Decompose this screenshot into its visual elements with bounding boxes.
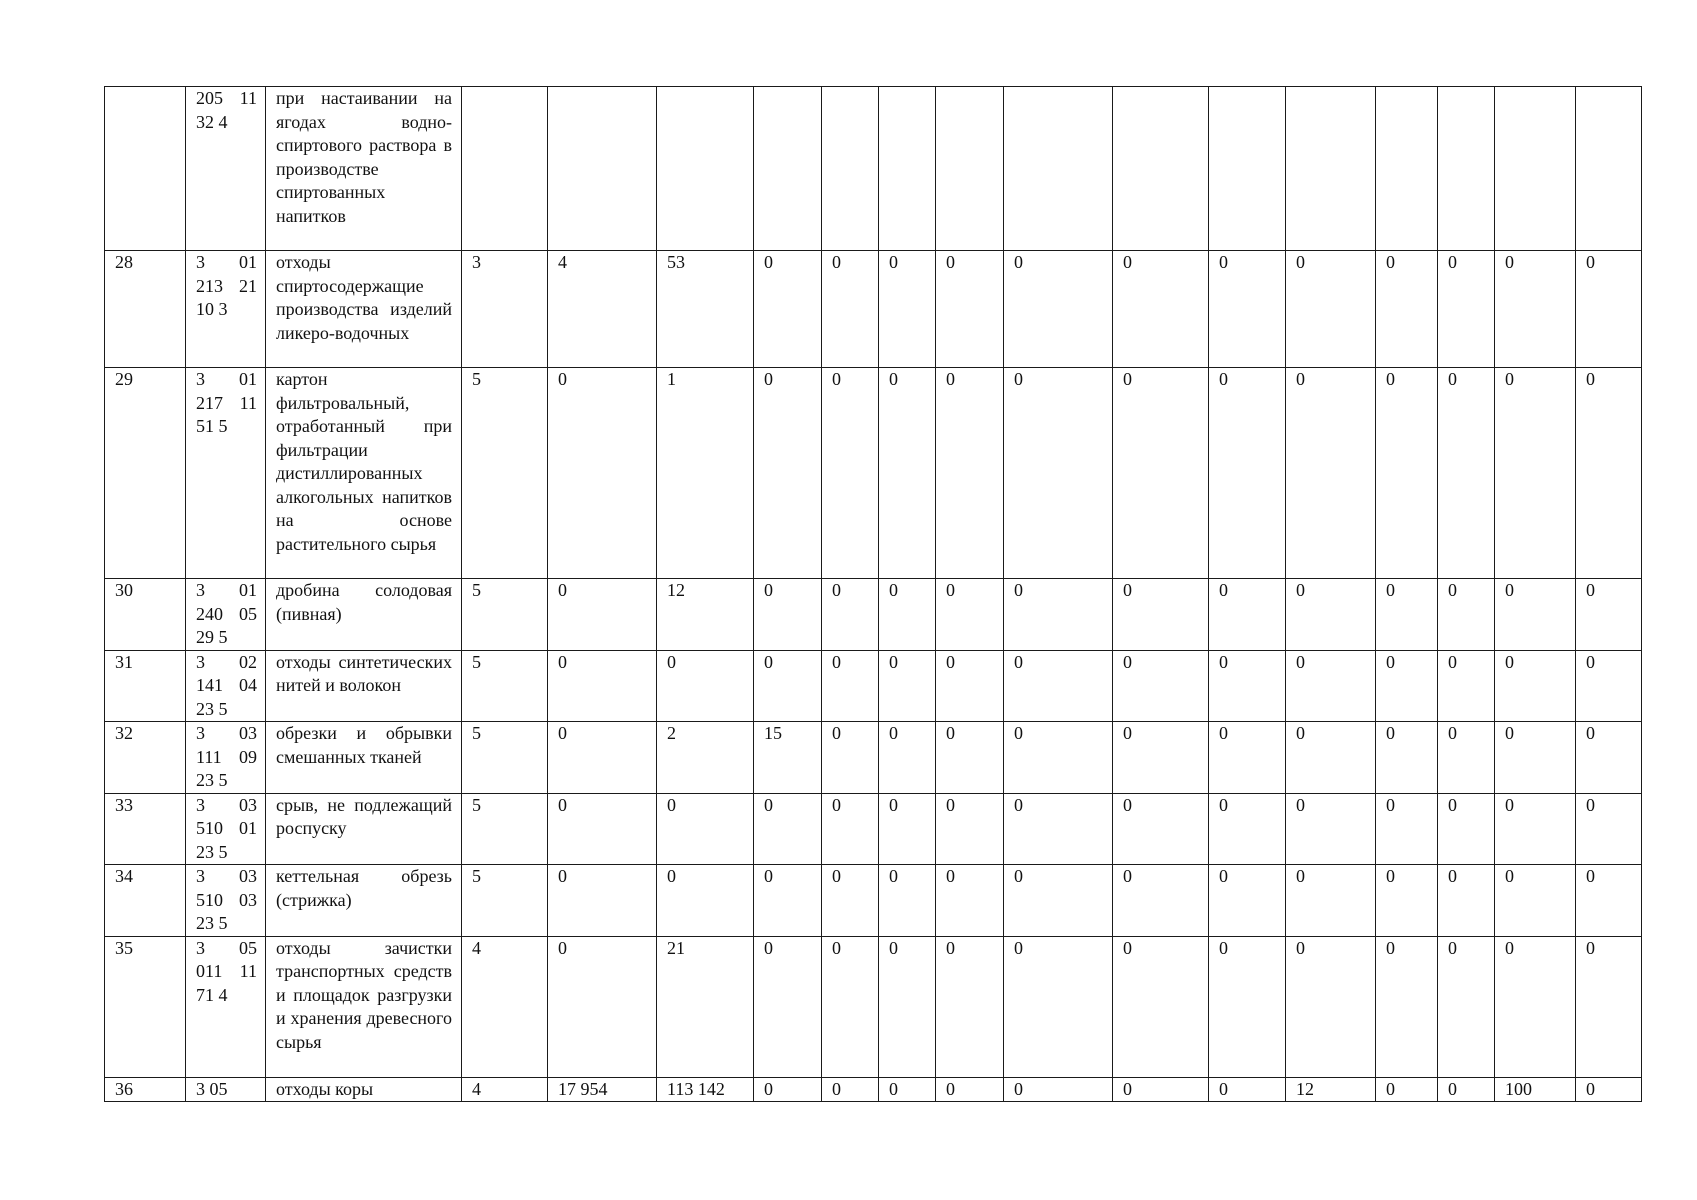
value-cell: 0 xyxy=(822,368,879,579)
value-cell: 0 xyxy=(1286,865,1376,937)
table-row xyxy=(105,251,1642,368)
value-cell: 0 xyxy=(1376,865,1438,937)
value-cell: 0 xyxy=(936,793,1004,865)
row-number-cell: 33 xyxy=(105,793,186,865)
table-row xyxy=(105,368,1642,579)
value-cell: 0 xyxy=(754,650,822,722)
value-cell: 0 xyxy=(1576,368,1642,579)
row-number-cell: 34 xyxy=(105,865,186,937)
value-cell: 0 xyxy=(822,722,879,794)
value-cell: 0 xyxy=(657,793,754,865)
value-cell: 0 xyxy=(1376,251,1438,368)
value-cell xyxy=(1113,87,1209,251)
value-cell: 0 xyxy=(657,650,754,722)
value-cell: 0 xyxy=(879,579,936,651)
value-cell xyxy=(1495,87,1576,251)
value-cell: 0 xyxy=(1209,865,1286,937)
value-cell: 5 xyxy=(462,650,548,722)
value-cell: 0 xyxy=(1376,722,1438,794)
waste-name-cell: при настаивании на ягодах водно-спиртового раствора в производстве спиртованных напитков xyxy=(266,87,462,251)
value-cell xyxy=(754,87,822,251)
value-cell: 4 xyxy=(462,936,548,1077)
value-cell: 0 xyxy=(1495,650,1576,722)
value-cell: 0 xyxy=(936,865,1004,937)
value-cell: 0 xyxy=(1113,793,1209,865)
value-cell xyxy=(879,87,936,251)
value-cell: 100 xyxy=(1495,1077,1576,1102)
value-cell: 53 xyxy=(657,251,754,368)
table-row xyxy=(105,1077,1642,1102)
value-cell: 0 xyxy=(1576,579,1642,651)
value-cell: 0 xyxy=(754,865,822,937)
value-cell: 0 xyxy=(1004,1077,1113,1102)
value-cell: 113 142 xyxy=(657,1077,754,1102)
value-cell: 3 xyxy=(462,251,548,368)
value-cell: 0 xyxy=(1438,579,1495,651)
value-cell: 0 xyxy=(1438,793,1495,865)
table-row xyxy=(105,579,1642,651)
value-cell: 0 xyxy=(936,1077,1004,1102)
waste-name-cell: кеттельная обрезь (стрижка) xyxy=(266,865,462,937)
value-cell: 0 xyxy=(1004,368,1113,579)
value-cell xyxy=(462,87,548,251)
value-cell: 0 xyxy=(1286,579,1376,651)
waste-name-cell: дробина солодовая (пивная) xyxy=(266,579,462,651)
row-number-cell: 35 xyxy=(105,936,186,1077)
value-cell: 0 xyxy=(1438,1077,1495,1102)
value-cell: 0 xyxy=(1004,579,1113,651)
value-cell: 0 xyxy=(879,1077,936,1102)
value-cell: 12 xyxy=(657,579,754,651)
waste-code-cell: 3 05 011 11 71 4 xyxy=(186,936,266,1077)
value-cell: 0 xyxy=(1004,251,1113,368)
value-cell xyxy=(822,87,879,251)
waste-code-cell: 3 03 111 09 23 5 xyxy=(186,722,266,794)
value-cell: 0 xyxy=(1209,579,1286,651)
value-cell: 5 xyxy=(462,722,548,794)
value-cell: 0 xyxy=(1209,936,1286,1077)
value-cell: 0 xyxy=(1576,722,1642,794)
value-cell: 17 954 xyxy=(548,1077,657,1102)
value-cell: 0 xyxy=(1113,251,1209,368)
waste-name-cell: обрезки и обрывки смешанных тканей xyxy=(266,722,462,794)
waste-name-cell: отходы спиртосодержащие производства изделий ликеро-водочных xyxy=(266,251,462,368)
value-cell: 0 xyxy=(1438,865,1495,937)
value-cell: 0 xyxy=(754,251,822,368)
table-row xyxy=(105,793,1642,865)
waste-code-cell: 3 01 217 11 51 5 xyxy=(186,368,266,579)
value-cell: 0 xyxy=(879,722,936,794)
value-cell: 0 xyxy=(1113,368,1209,579)
value-cell: 0 xyxy=(1495,368,1576,579)
value-cell: 0 xyxy=(1209,650,1286,722)
value-cell: 0 xyxy=(1495,251,1576,368)
value-cell: 0 xyxy=(1376,650,1438,722)
table-body xyxy=(105,87,1642,1102)
value-cell: 0 xyxy=(1495,793,1576,865)
value-cell: 0 xyxy=(822,1077,879,1102)
value-cell: 0 xyxy=(936,650,1004,722)
value-cell: 0 xyxy=(754,368,822,579)
value-cell: 0 xyxy=(1576,793,1642,865)
value-cell: 0 xyxy=(1286,251,1376,368)
value-cell: 0 xyxy=(1495,936,1576,1077)
value-cell: 0 xyxy=(936,722,1004,794)
value-cell: 0 xyxy=(548,936,657,1077)
value-cell: 0 xyxy=(822,579,879,651)
value-cell: 0 xyxy=(1438,722,1495,794)
value-cell: 0 xyxy=(936,936,1004,1077)
value-cell: 0 xyxy=(1495,722,1576,794)
waste-name-cell: картон фильтровальный, отработанный при фильтрации дистиллированных алкогольных напитков на основе растительного сырья xyxy=(266,368,462,579)
value-cell: 0 xyxy=(1376,579,1438,651)
value-cell: 0 xyxy=(754,793,822,865)
row-number-cell: 32 xyxy=(105,722,186,794)
value-cell: 4 xyxy=(462,1077,548,1102)
value-cell: 0 xyxy=(879,793,936,865)
waste-code-cell: 205 11 32 4 xyxy=(186,87,266,251)
value-cell: 0 xyxy=(1004,793,1113,865)
value-cell xyxy=(657,87,754,251)
value-cell: 0 xyxy=(1576,251,1642,368)
row-number-cell xyxy=(105,87,186,251)
row-number-cell: 31 xyxy=(105,650,186,722)
value-cell xyxy=(1438,87,1495,251)
table-row xyxy=(105,87,1642,251)
waste-name-cell: отходы коры xyxy=(266,1077,462,1102)
value-cell: 0 xyxy=(1209,793,1286,865)
value-cell: 0 xyxy=(1376,1077,1438,1102)
value-cell: 0 xyxy=(1376,368,1438,579)
value-cell: 0 xyxy=(754,579,822,651)
value-cell: 0 xyxy=(1004,650,1113,722)
value-cell: 15 xyxy=(754,722,822,794)
value-cell: 5 xyxy=(462,865,548,937)
value-cell: 0 xyxy=(1113,865,1209,937)
table-row xyxy=(105,936,1642,1077)
waste-code-cell: 3 01 213 21 10 3 xyxy=(186,251,266,368)
value-cell: 0 xyxy=(1376,936,1438,1077)
value-cell: 21 xyxy=(657,936,754,1077)
value-cell: 0 xyxy=(754,1077,822,1102)
value-cell xyxy=(548,87,657,251)
value-cell: 0 xyxy=(1004,865,1113,937)
value-cell: 0 xyxy=(548,793,657,865)
value-cell xyxy=(1004,87,1113,251)
waste-code-cell: 3 03 510 03 23 5 xyxy=(186,865,266,937)
value-cell: 0 xyxy=(936,579,1004,651)
value-cell: 0 xyxy=(1004,722,1113,794)
value-cell: 0 xyxy=(1209,722,1286,794)
value-cell: 0 xyxy=(1209,251,1286,368)
value-cell: 0 xyxy=(1209,1077,1286,1102)
value-cell: 0 xyxy=(548,579,657,651)
value-cell: 0 xyxy=(1438,650,1495,722)
value-cell: 0 xyxy=(879,936,936,1077)
value-cell: 0 xyxy=(1576,936,1642,1077)
value-cell: 0 xyxy=(1576,865,1642,937)
value-cell xyxy=(1576,87,1642,251)
value-cell: 0 xyxy=(1495,579,1576,651)
value-cell: 0 xyxy=(1209,368,1286,579)
value-cell: 0 xyxy=(1286,368,1376,579)
value-cell: 0 xyxy=(1576,1077,1642,1102)
value-cell: 0 xyxy=(822,865,879,937)
waste-code-cell: 3 05 xyxy=(186,1077,266,1102)
value-cell: 0 xyxy=(879,251,936,368)
value-cell: 0 xyxy=(1286,936,1376,1077)
value-cell: 0 xyxy=(1113,1077,1209,1102)
value-cell: 5 xyxy=(462,793,548,865)
value-cell: 0 xyxy=(1286,650,1376,722)
value-cell: 5 xyxy=(462,368,548,579)
waste-table xyxy=(104,86,1642,1102)
row-number-cell: 30 xyxy=(105,579,186,651)
value-cell: 0 xyxy=(1004,936,1113,1077)
value-cell xyxy=(1376,87,1438,251)
value-cell: 0 xyxy=(754,936,822,1077)
waste-name-cell: отходы синтетических нитей и волокон xyxy=(266,650,462,722)
value-cell: 2 xyxy=(657,722,754,794)
table-row xyxy=(105,722,1642,794)
value-cell: 0 xyxy=(1113,936,1209,1077)
value-cell: 0 xyxy=(822,793,879,865)
value-cell: 0 xyxy=(548,650,657,722)
row-number-cell: 36 xyxy=(105,1077,186,1102)
value-cell: 0 xyxy=(1113,650,1209,722)
value-cell: 4 xyxy=(548,251,657,368)
table-row xyxy=(105,650,1642,722)
value-cell: 0 xyxy=(879,865,936,937)
value-cell: 0 xyxy=(822,251,879,368)
value-cell: 5 xyxy=(462,579,548,651)
value-cell: 0 xyxy=(548,368,657,579)
waste-name-cell: отходы зачистки транспортных средств и площадок разгрузки и хранения древесного сырья xyxy=(266,936,462,1077)
row-number-cell: 28 xyxy=(105,251,186,368)
value-cell: 12 xyxy=(1286,1077,1376,1102)
value-cell: 0 xyxy=(879,650,936,722)
value-cell: 0 xyxy=(936,368,1004,579)
value-cell: 0 xyxy=(1113,579,1209,651)
value-cell: 0 xyxy=(1438,368,1495,579)
value-cell xyxy=(1209,87,1286,251)
value-cell: 0 xyxy=(822,936,879,1077)
row-number-cell: 29 xyxy=(105,368,186,579)
value-cell xyxy=(936,87,1004,251)
value-cell: 0 xyxy=(548,865,657,937)
value-cell: 0 xyxy=(879,368,936,579)
value-cell: 0 xyxy=(1438,936,1495,1077)
waste-name-cell: срыв, не подлежащий роспуску xyxy=(266,793,462,865)
value-cell: 0 xyxy=(822,650,879,722)
value-cell: 0 xyxy=(1376,793,1438,865)
value-cell: 0 xyxy=(657,865,754,937)
value-cell: 0 xyxy=(936,251,1004,368)
value-cell: 0 xyxy=(1113,722,1209,794)
value-cell: 0 xyxy=(1576,650,1642,722)
table-row xyxy=(105,865,1642,937)
value-cell: 0 xyxy=(1438,251,1495,368)
value-cell xyxy=(1286,87,1376,251)
waste-code-cell: 3 03 510 01 23 5 xyxy=(186,793,266,865)
value-cell: 0 xyxy=(548,722,657,794)
value-cell: 0 xyxy=(1286,722,1376,794)
value-cell: 0 xyxy=(1286,793,1376,865)
value-cell: 0 xyxy=(1495,865,1576,937)
waste-code-cell: 3 02 141 04 23 5 xyxy=(186,650,266,722)
waste-code-cell: 3 01 240 05 29 5 xyxy=(186,579,266,651)
value-cell: 1 xyxy=(657,368,754,579)
